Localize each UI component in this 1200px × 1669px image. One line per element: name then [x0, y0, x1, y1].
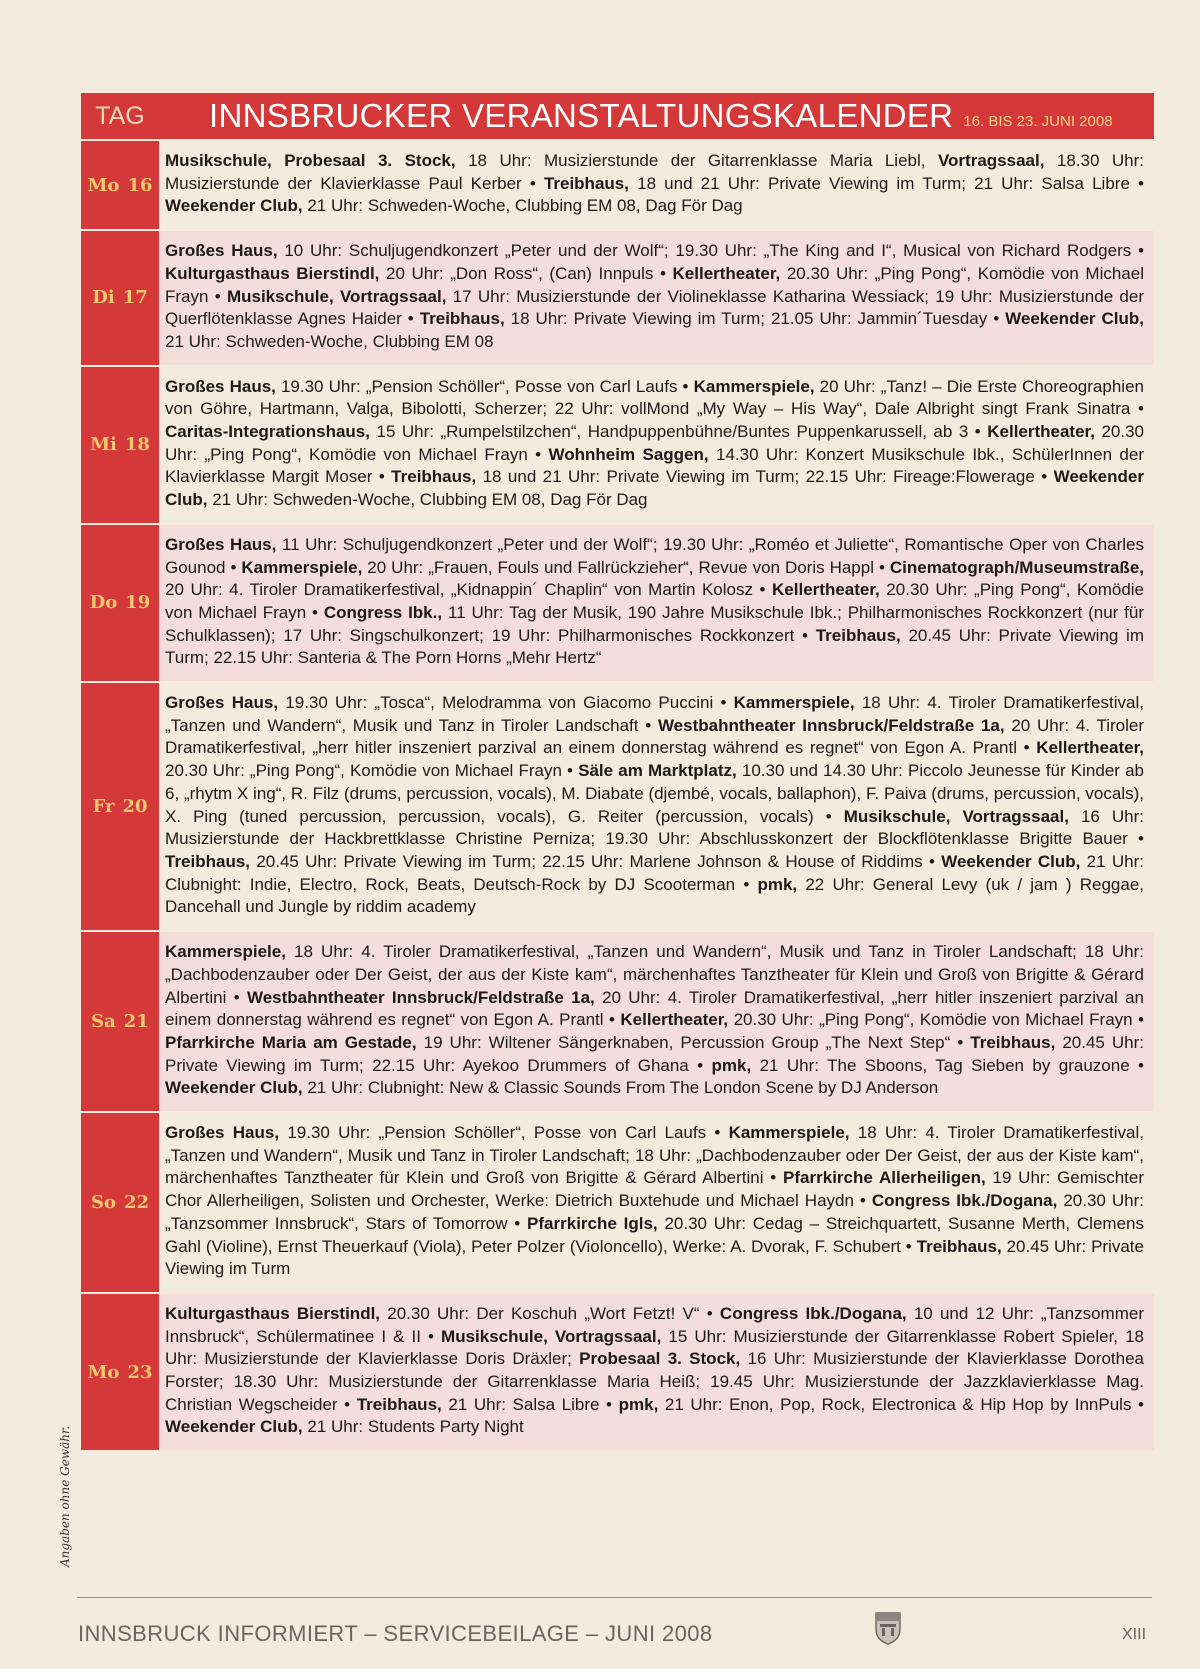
event-details: 11 Uhr: Tag der Musik, 190 Jahre Musikschule Ibk.; Philharmonisches Rockkonzert (nur für Schulklassen); 17 Uhr: Singschulkonzert; 19 Uhr: Philharmonisches Rockkonzert • [165, 602, 1144, 645]
venue-name: Probesaal 3. Stock, [579, 1349, 741, 1369]
day-events-text [159, 1113, 1154, 1292]
day-label [81, 1294, 159, 1450]
event-details: 20.45 Uhr: Private Viewing im Turm; 22.15 Uhr: Marlene Johnson & House of Riddims • [250, 851, 942, 871]
day-number: 18 [124, 434, 150, 456]
footer-divider [77, 1597, 1152, 1598]
event-details: 20.30 Uhr: „Ping Pong“, Komödie von Michael Frayn • [165, 580, 1144, 622]
event-details: 21 Uhr: Clubnight: New & Classic Sounds From The London Scene by DJ Anderson [302, 1078, 939, 1098]
event-details: 20 Uhr: „Don Ross“, (Can) Innpuls • [379, 263, 673, 283]
venue-name: Westbahntheater Innsbruck/Feldstraße 1a, [657, 715, 1005, 735]
event-details: 20 Uhr: „Tanz! – Die Erste Choreographien von Göhre, Hartmann, Valga, Bibolotti, Scherzer; 22 Uhr: vollMond „My Way – His Way“, Dale Albright singt Frank Sinatra • [165, 376, 1144, 419]
venue-name: Vortragssaal, [937, 151, 1045, 170]
event-details: 18 und 21 Uhr: Private Viewing im Turm; 21 Uhr: Salsa Libre • [628, 173, 1144, 193]
venue-name: Treibhaus, [815, 625, 901, 645]
calendar-day-row [81, 930, 1154, 1111]
event-details: 20.45 Uhr: Private Viewing im Turm; 22.15 Uhr: Santeria & The Porn Horns „Mehr Hertz“ [165, 625, 1144, 668]
weekday: Mi [90, 434, 117, 456]
venue-name: Treibhaus, [165, 851, 251, 871]
calendar-day-row [81, 523, 1154, 681]
event-details: 20.30 Uhr: „Ping Pong“, Komödie von Michael Frayn • [728, 1010, 1144, 1030]
weekday: Mo [87, 174, 120, 196]
event-details: 18 Uhr: 4. Tiroler Dramatikerfestival, „Tanzen und Wandern“, Musik und Tanz in Tiroler Landschaft; 18 Uhr: „Dachbodenzauber oder Der Geist, der aus der Kiste kam“, märchenhaftes Tanztheater für Klein und Groß von Brigitte & Gérard Albertini • [165, 1123, 1144, 1188]
venue-name: Kellertheater, [1036, 738, 1144, 758]
day-number: 20 [122, 796, 148, 818]
venue-name: Großes Haus, [165, 1123, 280, 1143]
day-number: 16 [127, 174, 153, 196]
event-details: 20 Uhr: „Frauen, Fouls und Fallrückzieher“, Revue von Doris Happl • [362, 557, 890, 577]
venue-name: Musikschule, Vortragssaal, [441, 1326, 662, 1346]
venue-name: pmk, [711, 1055, 752, 1075]
event-details: 19.30 Uhr: „Tosca“, Melodramma von Giacomo Puccini • [278, 693, 734, 713]
day-number: 21 [123, 1011, 149, 1033]
event-details: 18 Uhr: Private Viewing im Turm; 21.05 Uhr: Jammin´Tuesday • [504, 309, 1006, 329]
venue-name: Kellertheater, [772, 580, 880, 600]
event-details: 20.45 Uhr: Private Viewing im Turm; 22.15 Uhr: Ayekoo Drummers of Ghana • [165, 1032, 1144, 1075]
event-details: 20.30 Uhr: „Ping Pong“, Komödie von Michael Frayn • [165, 761, 579, 781]
day-column-label: TAG [95, 101, 145, 130]
venue-name: Caritas-Integrationshaus, [165, 422, 370, 442]
day-events-text [159, 525, 1154, 681]
venue-name: Kammerspiele, [733, 693, 855, 713]
event-details: 21 Uhr: Students Party Night [302, 1417, 524, 1437]
event-details: 22 Uhr: General Levy (uk / jam ) Reggae, Dancehall und Jungle by riddim academy [165, 874, 1144, 917]
event-details: 15 Uhr: „Rumpelstilzchen“, Handpuppenbühne/Buntes Puppenkarussell, ab 3 • [370, 422, 988, 442]
venue-name: Kammerspiele, [693, 376, 815, 396]
weekday: Fr [92, 796, 115, 818]
venue-name: pmk, [757, 874, 798, 894]
event-details: 19 Uhr: Gemischter Chor Allerheiligen, Solisten und Orchester, Werke: Dietrich Buxtehude und Michael Haydn • [165, 1168, 1144, 1211]
venue-name: Musikschule, Vortragssaal, [226, 286, 447, 306]
day-label [81, 932, 159, 1111]
day-events-text [159, 683, 1154, 930]
venue-name: Pfarrkirche Allerheiligen, [783, 1168, 986, 1188]
event-details: 21 Uhr: Schweden-Woche, Clubbing EM 08 [165, 331, 494, 351]
day-label [81, 141, 159, 229]
venue-name: Treibhaus, [419, 309, 505, 329]
day-events-text [159, 231, 1154, 365]
event-details: 21 Uhr: Clubnight: Indie, Electro, Rock, Beats, Deutsch-Rock by DJ Scooterman • [165, 851, 1144, 894]
venue-name: Congress Ibk., [323, 602, 443, 622]
venue-name: Großes Haus, [165, 693, 279, 713]
event-details: 21 Uhr: Schweden-Woche, Clubbing EM 08, Dag För Dag [302, 196, 743, 216]
calendar-day-row [81, 681, 1154, 930]
day-label [81, 231, 159, 365]
venue-name: Kammerspiele, [165, 942, 286, 962]
event-calendar [81, 93, 1154, 1450]
event-details: 18 Uhr: 4. Tiroler Dramatikerfestival, „Tanzen und Wandern“, Musik und Tanz in Tiroler Landschaft • [165, 693, 1144, 735]
event-details: 16 Uhr: Musizierstunde der Hackbrettklasse Christine Perniza; 19.30 Uhr: Abschlusskonzert der Blockflötenklasse Brigitte Bauer • [165, 806, 1145, 849]
venue-name: Kellertheater, [987, 422, 1095, 442]
calendar-header [81, 93, 1154, 139]
day-number: 23 [127, 1361, 153, 1383]
venue-name: Kulturgasthaus Bierstindl, [165, 1303, 381, 1323]
venue-name: Congress Ibk./Dogana, [871, 1191, 1058, 1211]
weekday: So [90, 1191, 116, 1213]
day-label [81, 525, 159, 681]
weekday: Di [92, 287, 115, 309]
venue-name: Treibhaus, [916, 1236, 1002, 1256]
day-label [81, 367, 159, 523]
venue-name: Cinematograph/Museumstraße, [889, 557, 1144, 577]
page-number: XIII [1122, 1626, 1147, 1643]
venue-name: Weekender Club, [1005, 309, 1144, 329]
calendar-day-row [81, 1111, 1154, 1292]
weekday: Sa [91, 1011, 116, 1033]
footer-publication-title: INNSBRUCK INFORMIERT – SERVICEBEILAGE – JUNI 2008 [78, 1621, 713, 1646]
venue-name: Kammerspiele, [728, 1123, 850, 1143]
event-details: 10 Uhr: Schuljugendkonzert „Peter und der Wolf“; 19.30 Uhr: „The King and I“, Musical von Richard Rodgers • [277, 241, 1144, 261]
venue-name: Treibhaus, [391, 467, 477, 487]
event-details: 10 und 12 Uhr: „Tanzsommer Innsbruck“, Schülermatinee I & II • [165, 1303, 1144, 1346]
calendar-title: INNSBRUCKER VERANSTALTUNGSKALENDER [209, 97, 954, 134]
disclaimer-note: Angaben ohne Gewähr. [58, 1425, 72, 1567]
event-details: 20.30 Uhr: Der Koschuh „Wort Fetzt! V“ • [380, 1303, 720, 1323]
event-details: 16 Uhr: Musizierstunde der Klavierklasse Dorothea Forster; 18.30 Uhr: Musizierstunde der Gitarrenklasse Maria Heiß; 19.45 Uhr: Musizierstunde der Jazzklavierklasse Mag. Christian Wegscheider • [165, 1349, 1145, 1414]
day-events-text [159, 141, 1154, 229]
event-details: 21 Uhr: Salsa Libre • [441, 1394, 619, 1414]
event-details: 18.30 Uhr: Musizierstunde der Klavierklasse Paul Kerber • [165, 151, 1145, 193]
innsbruck-coat-of-arms-icon [873, 1609, 903, 1645]
venue-name: Wohnheim Saggen, [548, 444, 709, 464]
day-number: 19 [125, 592, 151, 614]
calendar-date-range: 16. BIS 23. JUNI 2008 [963, 112, 1113, 130]
event-details: 18 Uhr: Musizierstunde der Gitarrenklasse Maria Liebl, [455, 151, 938, 170]
event-details: 11 Uhr: Schuljugendkonzert „Peter und der Wolf“; 19.30 Uhr: „Roméo et Juliette“, Romantische Oper von Charles Gounod • [165, 534, 1144, 577]
day-label [81, 1113, 159, 1292]
event-details: 10.30 und 14.30 Uhr: Piccolo Jeunesse für Kinder ab 6, „rhytm X ing“, R. Filz (drums, percussion, vocals), M. Diabate (djembé, vocals, ballaphon), F. Paiva (drums, percussion, vocals), X. Ping (tuned percussion, percussion, vocals), G. Reiter (percussion, vocals) • [165, 761, 1144, 826]
event-details: 21 Uhr: The Sboons, Tag Sieben by grauzone • [751, 1055, 1145, 1075]
event-details: 20.45 Uhr: Private Viewing im Turm [165, 1236, 1144, 1279]
venue-name: pmk, [618, 1394, 659, 1414]
venue-name: Weekender Club, [941, 851, 1081, 871]
event-details: 20 Uhr: 4. Tiroler Dramatikerfestival, „herr hitler inszeniert parzival an einem donnerstag während es regnet“ von Egon A. Prantl • [165, 715, 1144, 758]
venue-name: Säle am Marktplatz, [578, 761, 737, 781]
event-details: 20.30 Uhr: „Tanzsommer Innsbruck“, Stars of Tomorrow • [165, 1191, 1144, 1233]
venue-name: Pfarrkirche Igls, [527, 1213, 658, 1233]
event-details: 17 Uhr: Musizierstunde der Violineklasse Katharina Wessiack; 19 Uhr: Musizierstunde der Querflötenklasse Agnes Haider • [165, 286, 1144, 329]
event-details: 19.30 Uhr: „Pension Schöller“, Posse von Carl Laufs • [275, 376, 694, 396]
day-events-text [159, 367, 1154, 523]
event-details: 19.30 Uhr: „Pension Schöller“, Posse von Carl Laufs • [279, 1123, 729, 1143]
venue-name: Großes Haus, [165, 241, 278, 261]
venue-name: Weekender Club, [165, 1078, 303, 1098]
venue-name: Weekender Club, [165, 196, 303, 216]
weekday: Mo [87, 1361, 120, 1383]
venue-name: Congress Ibk./Dogana, [719, 1303, 907, 1323]
day-events-text [159, 932, 1154, 1111]
event-details: 20.30 Uhr: „Ping Pong“, Komödie von Michael Frayn • [165, 422, 1145, 464]
event-details: 19 Uhr: Wiltener Sängerknaben, Percussion Group „The Next Step“ • [416, 1032, 971, 1052]
venue-name: Treibhaus, [356, 1394, 442, 1414]
venue-name: Kammerspiele, [241, 557, 363, 577]
venue-name: Treibhaus, [543, 173, 629, 193]
venue-name: Weekender Club, [165, 1417, 303, 1437]
calendar-day-row [81, 1292, 1154, 1450]
event-details: 14.30 Uhr: Konzert Musikschule Ibk., SchülerInnen der Klavierklasse Margit Moser • [165, 444, 1145, 487]
venue-name: Großes Haus, [165, 534, 277, 554]
venue-name: Kulturgasthaus Bierstindl, [165, 263, 380, 283]
event-details: 18 und 21 Uhr: Private Viewing im Turm; 22.15 Uhr: Fireage:Flowerage • [476, 467, 1054, 487]
event-details: 20.30 Uhr: „Ping Pong“, Komödie von Michael Frayn • [165, 263, 1144, 306]
calendar-day-row [81, 365, 1154, 523]
venue-name: Musikschule, Probesaal 3. Stock, [165, 151, 456, 170]
venue-name: Pfarrkirche Maria am Gestade, [165, 1032, 417, 1052]
venue-name: Musikschule, Vortragssaal, [843, 806, 1069, 826]
day-number: 17 [122, 287, 148, 309]
event-details: 20 Uhr: 4. Tiroler Dramatikerfestival, „herr hitler inszeniert parzival an einem donnerstag während es regnet“ von Egon A. Prantl • [165, 987, 1144, 1030]
event-details: 18 Uhr: 4. Tiroler Dramatikerfestival, „Tanzen und Wandern“, Musik und Tanz in Tiroler Landschaft; 18 Uhr: „Dachbodenzauber oder Der Geist, der aus der Kiste kam“, märchenhaftes Tanztheater für Klein und Groß von Brigitte & Gérard Albertini • [165, 942, 1144, 1007]
venue-name: Westbahntheater Innsbruck/Feldstraße 1a, [246, 987, 595, 1007]
event-details: 15 Uhr: Musizierstunde der Gitarrenklasse Robert Spieler, 18 Uhr: Musizierstunde der Klavierklasse Doris Dräxler; [165, 1326, 1144, 1369]
event-details: 20 Uhr: 4. Tiroler Dramatikerfestival, „Kidnappin´ Chaplin“ von Martin Kolosz • [165, 580, 773, 600]
calendar-rows [81, 139, 1154, 1450]
event-details: 21 Uhr: Enon, Pop, Rock, Electronica & Hip Hop by InnPuls • [658, 1394, 1144, 1414]
venue-name: Weekender Club, [165, 467, 1144, 510]
day-label [81, 683, 159, 930]
weekday: Do [89, 592, 118, 614]
venue-name: Treibhaus, [970, 1032, 1056, 1052]
venue-name: Kellertheater, [672, 263, 781, 283]
calendar-day-row [81, 229, 1154, 365]
calendar-day-row [81, 139, 1154, 229]
day-events-text [159, 1294, 1154, 1450]
event-details: 21 Uhr: Schweden-Woche, Clubbing EM 08, Dag För Dag [207, 490, 648, 510]
event-details: 20.30 Uhr: Cedag – Streichquartett, Susanne Merth, Clemens Gahl (Violine), Ernst Theuerkauf (Viola), Peter Polzer (Violoncello), Werke: A. Dvorak, F. Schubert • [165, 1213, 1144, 1256]
day-number: 22 [123, 1191, 150, 1213]
venue-name: Großes Haus, [165, 376, 276, 396]
venue-name: Kellertheater, [620, 1010, 729, 1030]
